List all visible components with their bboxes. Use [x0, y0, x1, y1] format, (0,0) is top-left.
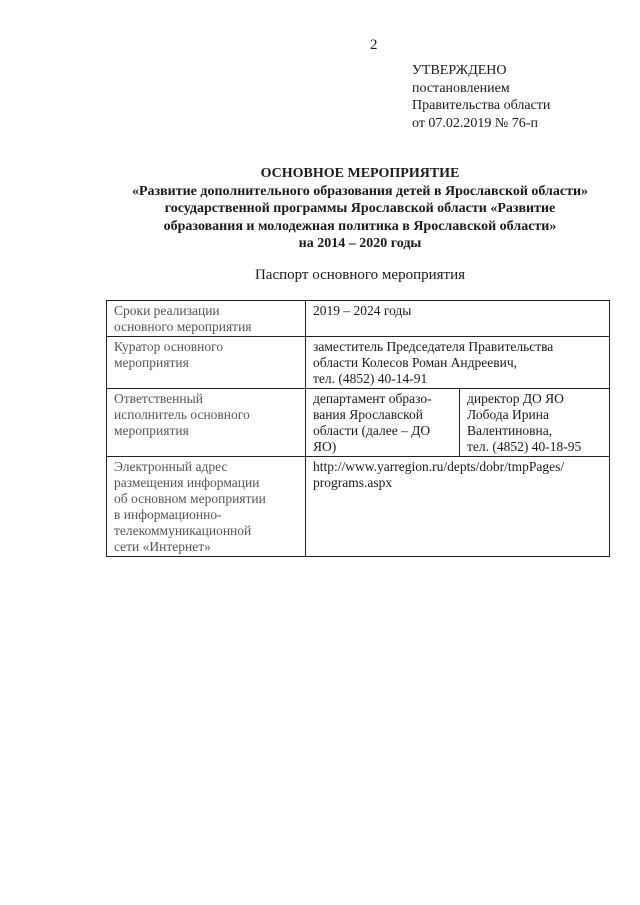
- cell-line: области Колесов Роман Андреевич,: [313, 355, 518, 370]
- cell-line: области (далее – ДО: [313, 423, 431, 438]
- passport-table: [106, 300, 610, 557]
- row-value: [306, 337, 610, 389]
- cell-line: Сроки реализации: [114, 303, 220, 318]
- cell-line: исполнитель основного: [114, 407, 250, 422]
- cell-line: Валентиновна,: [467, 423, 553, 438]
- department-cell: [306, 389, 460, 457]
- page-number: 2: [370, 37, 378, 53]
- cell-line: Куратор основного: [114, 339, 224, 354]
- document-title: [60, 165, 640, 253]
- table-row: [107, 457, 610, 557]
- cell-line: Ответственный: [114, 391, 203, 406]
- website-link[interactable]: http://www.yarregion.ru/depts/dobr/tmpPages/: [313, 459, 565, 474]
- title-line: «Развитие дополнительного образования детей в Ярославской области»: [131, 183, 589, 199]
- cell-line: сети «Интернет»: [114, 539, 211, 554]
- title-line: ОСНОВНОЕ МЕРОПРИЯТИЕ: [260, 166, 460, 181]
- section-heading: Паспорт основного мероприятия: [254, 267, 466, 283]
- cell-line: в информационно-: [114, 507, 222, 522]
- cell-line: об основном мероприятии: [114, 491, 266, 506]
- cell-line: размещения информации: [114, 475, 260, 490]
- cell-line: тел. (4852) 40-18-95: [467, 439, 582, 454]
- website-cell: [306, 457, 610, 557]
- director-cell: [460, 389, 610, 457]
- table-row: [107, 337, 610, 389]
- approval-line: от 07.02.2019 № 76-п: [412, 115, 538, 131]
- cell-line: заместитель Председателя Правительства: [313, 339, 554, 354]
- row-label: [107, 301, 306, 337]
- approval-line: постановлением: [412, 80, 510, 96]
- cell-line: мероприятия: [114, 355, 189, 370]
- cell-line: директор ДО ЯО: [467, 391, 564, 406]
- row-label: [107, 389, 306, 457]
- cell-line: тел. (4852) 40-14-91: [313, 371, 428, 386]
- cell-line: Электронный адрес: [114, 459, 228, 474]
- cell-line: 2019 – 2024 годы: [313, 303, 412, 318]
- row-label: [107, 337, 306, 389]
- cell-line: департамент образо-: [313, 391, 432, 406]
- website-link[interactable]: programs.aspx: [313, 475, 393, 490]
- approval-line: УТВЕРЖДЕНО: [412, 63, 507, 78]
- title-line: образования и молодежная политика в Ярославской области»: [163, 218, 557, 234]
- table-row: [107, 389, 610, 457]
- cell-line: ЯО): [313, 439, 337, 454]
- row-value: [306, 301, 610, 337]
- title-line: на 2014 – 2020 годы: [298, 236, 422, 251]
- title-line: государственной программы Ярославской области «Развитие: [164, 201, 556, 216]
- cell-line: Лобода Ирина: [467, 407, 549, 422]
- cell-line: основного мероприятия: [114, 319, 252, 334]
- cell-line: телекоммуникационной: [114, 523, 252, 538]
- cell-line: вания Ярославской: [313, 407, 423, 422]
- approval-line: Правительства области: [412, 98, 551, 113]
- row-label: [107, 457, 306, 557]
- approval-stamp: [412, 62, 550, 132]
- cell-line: мероприятия: [114, 423, 189, 438]
- table-row: [107, 301, 610, 337]
